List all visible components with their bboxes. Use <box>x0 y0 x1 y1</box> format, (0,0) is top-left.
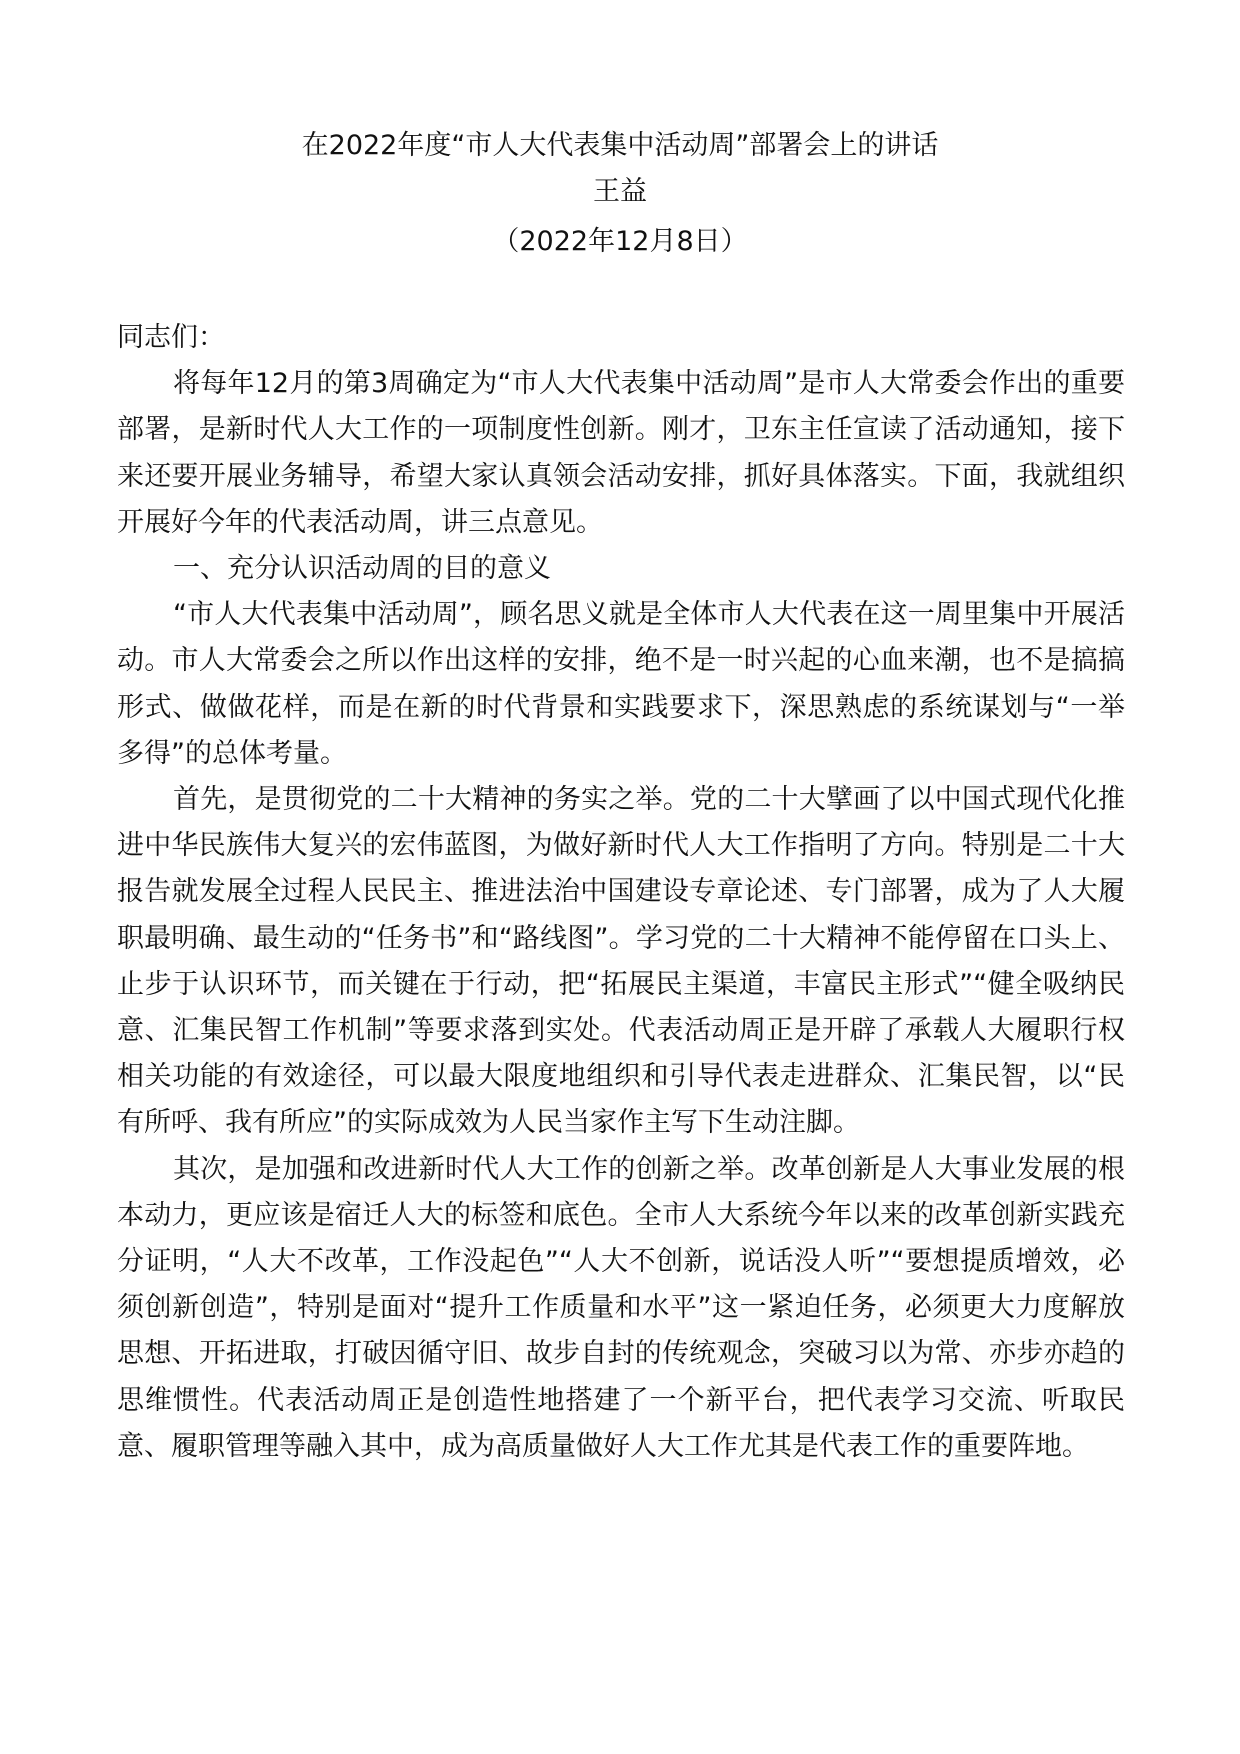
author-name: 王益 <box>593 176 647 207</box>
paragraph: 其次，是加强和改进新时代人大工作的创新之举。改革创新是人大事业发展的根本动力，更应该是宿迁人大的标签和底色。全市人大系统今年以来的改革创新实践充分证明，“人大不改革，工作没起色”“人大不创新，说话没人听”“要想提质增效，必须创新创造”，特别是面对“提升工作质量和水平”这一紧迫任务，必须更大力度解放思想、开拓进取，打破因循守旧、故步自封的传统观念，突破习以为常、亦步亦趋的思维惯性。代表活动周正是创造性地搭建了一个新平台，把代表学习交流、听取民意、履职管理等融入其中，成为高质量做好人大工作尤其是代表工作的重要阵地。 <box>117 1153 1125 1462</box>
salutation: 同志们： <box>117 322 225 353</box>
paragraph-intro: 将每年12月的第3周确定为“市人大代表集中活动周”是市人大常委会作出的重要部署，是新时代人大工作的一项制度性创新。刚才，卫东主任宣读了活动通知，接下来还要开展业务辅导，希望大家认真领会活动安排，抓好具体落实。下面，我就组织开展好今年的代表活动周，讲三点意见。 <box>117 368 1125 538</box>
document-body <box>117 315 1125 1470</box>
paragraph: 首先，是贯彻党的二十大精神的务实之举。党的二十大擘画了以中国式现代化推进中华民族伟大复兴的宏伟蓝图，为做好新时代人大工作指明了方向。特别是二十大报告就发展全过程人民民主、推进法治中国建设专章论述、专门部署，成为了人大履职最明确、最生动的“任务书”和“路线图”。学习党的二十大精神不能停留在口头上、止步于认识环节，而关键在于行动，把“拓展民主渠道，丰富民主形式”“健全吸纳民意、汇集民智工作机制”等要求落到实处。代表活动周正是开辟了承载人大履职行权相关功能的有效途径，可以最大限度地组织和引导代表走进群众、汇集民智，以“民有所呼、我有所应”的实际成效为人民当家作主写下生动注脚。 <box>117 784 1125 1139</box>
speech-date: （2022年12月8日） <box>492 226 748 257</box>
section-heading: 一、充分认识活动周的目的意义 <box>173 553 551 585</box>
document-title: 在2022年度“市人大代表集中活动周”部署会上的讲话 <box>301 130 939 161</box>
paragraph: “市人大代表集中活动周”，顾名思义就是全体市人大代表在这一周里集中开展活动。市人大常委会之所以作出这样的安排，绝不是一时兴起的心血来潮，也不是搞搞形式、做做花样，而是在新的时代背景和实践要求下，深思熟虑的系统谋划与“一举多得”的总体考量。 <box>117 599 1125 769</box>
